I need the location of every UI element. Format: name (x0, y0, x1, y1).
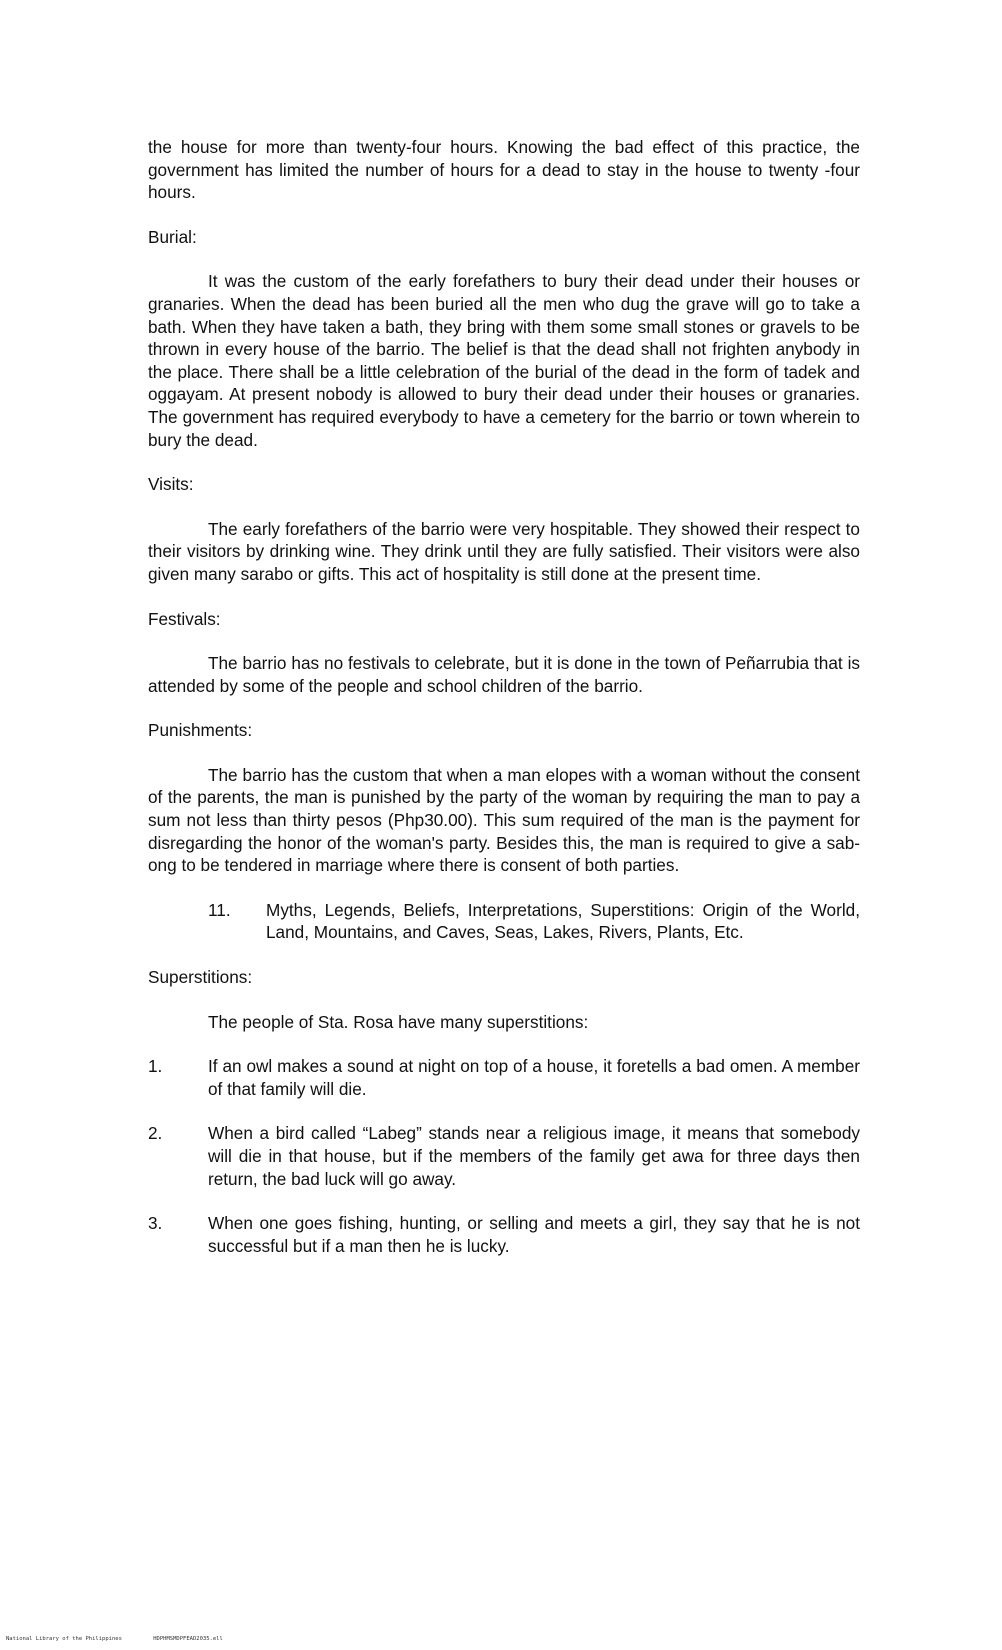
festivals-paragraph: The barrio has no festivals to celebrate, but it is done in the town of Peñarrubia that is attended by some of the people and school children of the barrio. (148, 653, 860, 696)
superstition-item-text: If an owl makes a sound at night on top of a house, it foretells a bad omen. A member of that family will die. (208, 1056, 860, 1099)
superstition-item-number: 3. (148, 1213, 163, 1234)
festivals-heading: Festivals: (148, 608, 221, 629)
section-11-title: Myths, Legends, Beliefs, Interpretations, Superstitions: Origin of the World, Land, Mountains, and Caves, Seas, Lakes, Rivers, Plants, Etc. (266, 899, 860, 943)
punishments-paragraph: The barrio has the custom that when a man elopes with a woman without the consent of the parents, the man is punished by the party of the woman by requiring the man to pay a sum not less than thirty pesos (Php30.00). This sum required of the man is the payment for disregarding the honor of the woman's party. Besides this, the man is required to give a sab-ong to be tendered in marriage where there is consent of both parties. (148, 764, 860, 876)
superstition-item-number: 2. (148, 1123, 163, 1144)
punishments-heading: Punishments: (148, 720, 253, 741)
footer-library: National Library of the Philippines (6, 1636, 122, 1642)
visits-paragraph: The early forefathers of the barrio were very hospitable. They showed their respect to their visitors by drinking wine. They drink until they are fully satisfied. Their visitors were also given many sarabo or gifts. This act of hospitality is still done at the present time. (148, 518, 860, 584)
superstition-item (148, 1122, 860, 1190)
burial-paragraph: It was the custom of the early forefathers to bury their dead under their houses or granaries. When the dead has been buried all the men who dug the grave will go to take a bath. When they have taken a bath, they bring with them some small stones or gravels to be thrown in every house of the barrio. The belief is that the dead shall not frighten anybody in the place. There shall be a little celebration of the burial of the dead in the form of tadek and oggayam. At present nobody is allowed to bury their dead under their houses or granaries. The government has required everybody to have a cemetery for the barrio or town wherein to bury the dead. (148, 271, 860, 450)
burial-heading: Burial: (148, 226, 197, 247)
section-11 (208, 899, 860, 944)
page-footer (6, 1636, 223, 1642)
superstitions-heading: Superstitions: (148, 967, 253, 988)
superstitions-intro: The people of Sta. Rosa have many superstitions: (208, 1011, 589, 1032)
superstition-item-text: When one goes fishing, hunting, or selling and meets a girl, they say that he is not successful but if a man then he is lucky. (208, 1213, 860, 1256)
visits-heading: Visits: (148, 474, 194, 495)
superstition-item (148, 1212, 860, 1257)
document-page (148, 136, 860, 1257)
superstition-item (148, 1055, 860, 1100)
superstition-item-number: 1. (148, 1056, 163, 1077)
intro-paragraph: the house for more than twenty-four hours. Knowing the bad effect of this practice, the government has limited the number of hours for a dead to stay in the house to twenty -four hours. (148, 137, 860, 203)
section-11-number: 11. (208, 899, 231, 920)
footer-code: HDPHMSMDPFEAD2035.ell (153, 1636, 223, 1642)
superstition-item-text: When a bird called “Labeg” stands near a religious image, it means that somebody will die in that house, but if the members of the family get awa for three days then return, the bad luck will go away. (208, 1123, 860, 1189)
